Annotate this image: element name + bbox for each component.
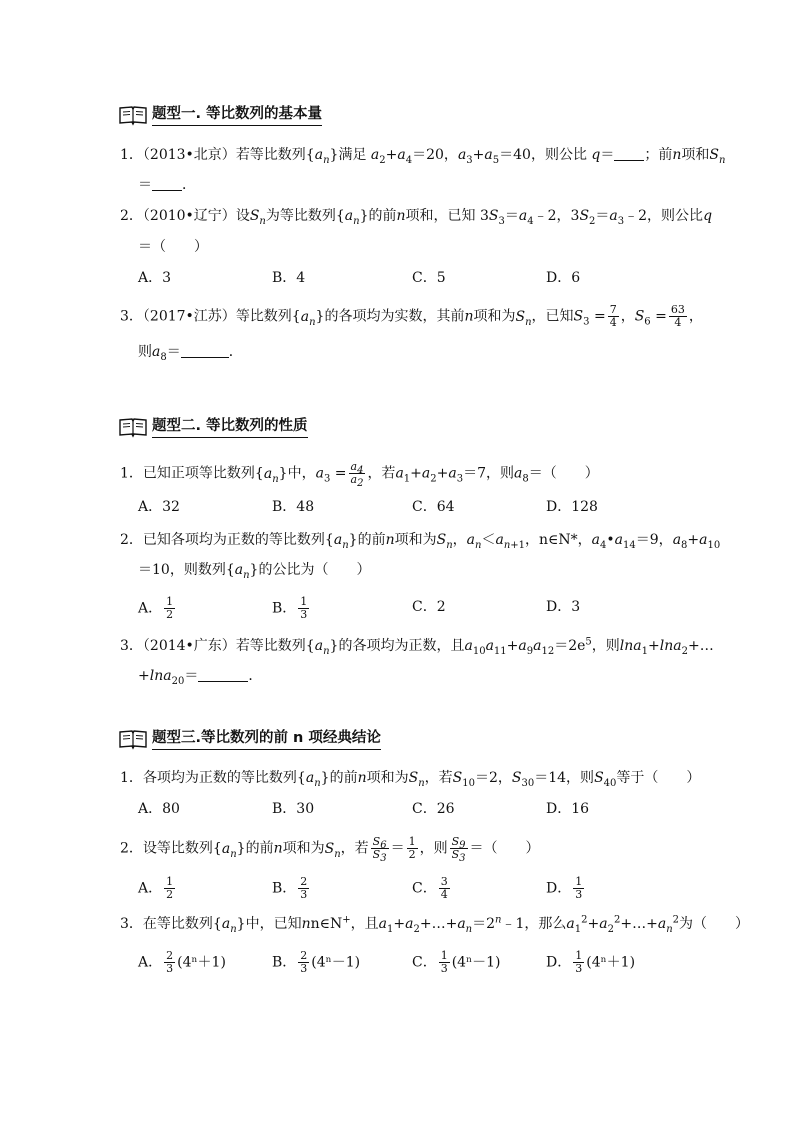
s2-q2-opt-d[interactable]: D．3 bbox=[546, 599, 581, 615]
book-icon bbox=[118, 104, 148, 126]
s1-q3-line1: 3．（2017•江苏）等比数列$\{a_n\}$的各项均为实数，其前n项和为$S_n$，已知$S_3$ = $\frac{7}{4}$ ，$S_6$ = $\frac{63}{4}$ ， bbox=[120, 303, 703, 329]
section-1-title: 题型一. 等比数列的基本量 bbox=[152, 104, 322, 126]
s2-q1-opt-d[interactable]: D．128 bbox=[546, 499, 598, 515]
book-icon bbox=[118, 728, 148, 750]
s2-q2-opt-a[interactable]: A． $\frac{1}{2}$ bbox=[138, 595, 174, 621]
s2-q2-line2: ＝10，则数列$\{a_n\}$的公比为（ ） bbox=[138, 562, 371, 581]
s2-q2-opt-c[interactable]: C．2 bbox=[412, 599, 446, 615]
s3-q3-opt-c[interactable]: C． $\frac{1}{3}$ (4ⁿ－1) bbox=[412, 949, 501, 975]
s3-q3-opt-b[interactable]: B． $\frac{2}{3}$ (4ⁿ－1) bbox=[272, 949, 361, 975]
s2-q2-opt-b[interactable]: B． $\frac{1}{3}$ bbox=[272, 595, 308, 621]
s3-q1-opt-b[interactable]: B．30 bbox=[272, 801, 315, 817]
s3-q2-opt-c[interactable]: C． $\frac{3}{4}$ bbox=[412, 875, 448, 901]
s3-q2-opt-d[interactable]: D． $\frac{1}{3}$ bbox=[546, 875, 583, 901]
s3-q1-line1: 1．各项均为正数的等比数列$\{a_n\}$的前n项和为$S_n$，若$S_{10}=2$，$S_{30}=14$，则$S_{40}$等于（ ） bbox=[120, 770, 701, 789]
section-3-header bbox=[118, 728, 381, 750]
s2-q1-line1: 1．已知正项等比数列$\{a_n\}$中，$a_3$ = $\frac{a_4}{a_2}$ ，若$a_1+a_2+a_3=7$，则$a_8=$（ ） bbox=[120, 460, 599, 490]
s2-q3-line1: 3．（2014•广东）若等比数列$\{a_n\}$的各项均为正数，且$a_{10}a_{11}+a_9a_{12}=2e^5$，则lna$_1$+lna$_2$+… bbox=[120, 636, 714, 657]
s3-q2-line1: 2．设等比数列$\{a_n\}$的前n项和为$S_n$，若 $\frac{S_6}{S_3}$ ＝ $\frac{1}{2}$ ，则 $\frac{S_9}{S_3}$ ＝（ ） bbox=[120, 835, 540, 865]
section-1-header bbox=[118, 104, 322, 126]
s3-q3-opt-a[interactable]: A． $\frac{2}{3}$ (4ⁿ＋1) bbox=[138, 949, 226, 975]
s2-q3-line2: +lna$_{20}$＝ ． bbox=[138, 668, 263, 687]
s1-q2-opt-c[interactable]: C．5 bbox=[412, 270, 446, 286]
s3-q3-opt-d[interactable]: D． $\frac{1}{3}$ (4ⁿ＋1) bbox=[546, 949, 636, 975]
s1-q2-line1: 2．（2010•辽宁）设$S_n$为等比数列$\{a_n\}$的前n项和，已知 $3S_3=a_4﹣2$，$3S_2=a_3﹣2$，则公比q bbox=[120, 208, 713, 227]
s2-q1-opt-b[interactable]: B．48 bbox=[272, 499, 315, 515]
book-icon bbox=[118, 416, 148, 438]
s1-q2-opt-a[interactable]: A．3 bbox=[138, 270, 172, 286]
s3-q2-opt-b[interactable]: B． $\frac{2}{3}$ bbox=[272, 875, 308, 901]
s3-q3-line1: 3．在等比数列$\{a_n\}$中，已知nn∈N+，且$a_1+a_2+\dots+a_n=2^n﹣1$，那么$a_1^2+a_2^2+\dots+a_n^2$为（ ） bbox=[120, 914, 750, 935]
section-2-title: 题型二. 等比数列的性质 bbox=[152, 416, 308, 438]
s3-q2-opt-a[interactable]: A． $\frac{1}{2}$ bbox=[138, 875, 174, 901]
section-2-header bbox=[118, 416, 308, 438]
s2-q1-opt-c[interactable]: C．64 bbox=[412, 499, 455, 515]
s3-q1-opt-a[interactable]: A．80 bbox=[138, 801, 180, 817]
s3-q1-opt-d[interactable]: D．16 bbox=[546, 801, 590, 817]
s2-q2-line1: 2．已知各项均为正数的等比数列$\{a_n\}$的前n项和为$S_n$，$a_n<a_{n+1}$，n∈N*，$a_4•a_{14}=9$，$a_8+a_{10}$ bbox=[120, 532, 721, 551]
s1-q2-line2: ＝（ ） bbox=[138, 239, 208, 255]
s2-q1-opt-a[interactable]: A．32 bbox=[138, 499, 180, 515]
s3-q1-opt-c[interactable]: C．26 bbox=[412, 801, 455, 817]
s1-q2-opt-b[interactable]: B．4 bbox=[272, 270, 306, 286]
s1-q2-opt-d[interactable]: D．6 bbox=[546, 270, 581, 286]
s1-q3-line2: 则$a_8=$ ． bbox=[138, 344, 243, 363]
section-3-title: 题型三.等比数列的前 n 项经典结论 bbox=[152, 728, 381, 750]
s1-q1-line1: 1．（2013•北京）若等比数列$\{a_n\}$满足 $a_2+a_4=20$，$a_3+a_5=40$，则公比 q＝ ；前n项和$S_n$ bbox=[120, 147, 726, 166]
s1-q1-line2: ＝ ． bbox=[138, 177, 196, 193]
